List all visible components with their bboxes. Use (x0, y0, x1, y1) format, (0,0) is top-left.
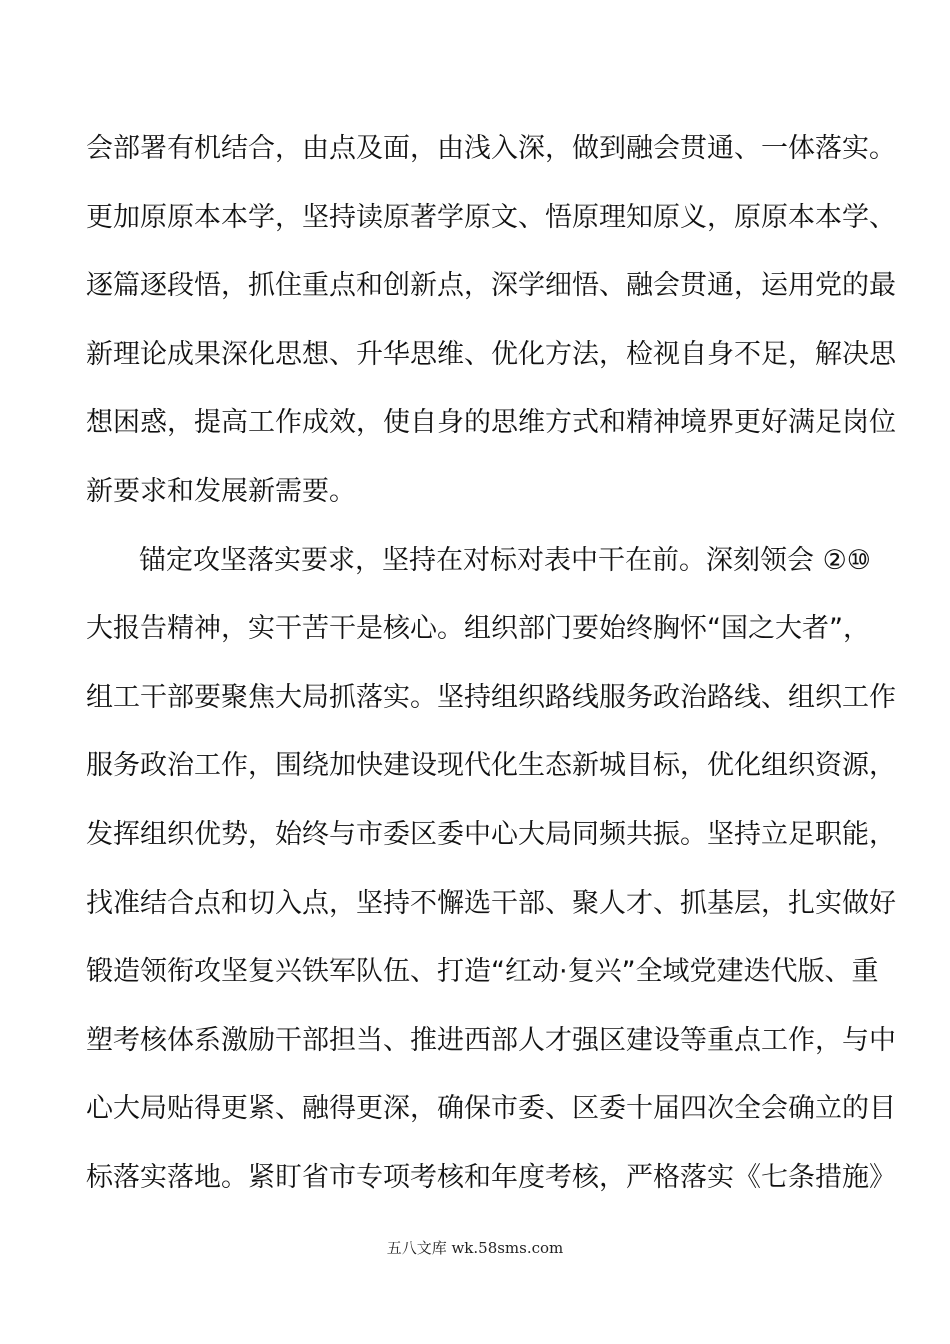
text-line: 心大局贴得更紧、融得更深，确保市委、区委十届四次全会确立的目 (86, 1093, 896, 1124)
text-line: 更加原原本本学，坚持读原著学原文、悟原理知原义，原原本本学、 (86, 202, 896, 233)
text-line: 新理论成果深化思想、升华思维、优化方法，检视自身不足，解决思 (86, 339, 896, 370)
text-line: 标落实落地。紧盯省市专项考核和年度考核，严格落实《七条措施》 (86, 1162, 896, 1193)
text-line: 新要求和发展新需要。 (86, 476, 356, 507)
text-line: 逐篇逐段悟，抓住重点和创新点，深学细悟、融会贯通，运用党的最 (86, 270, 896, 301)
text-line: 塑考核体系激励干部担当、推进西部人才强区建设等重点工作，与中 (86, 1025, 896, 1056)
text-line: 大报告精神，实干苦干是核心。组织部门要始终胸怀“国之大者”， (86, 613, 870, 644)
text-line: 服务政治工作，围绕加快建设现代化生态新城目标，优化组织资源， (86, 750, 896, 781)
text-line: 发挥组织优势，始终与市委区委中心大局同频共振。坚持立足职能， (86, 819, 896, 850)
text-line: 会部署有机结合，由点及面，由浅入深，做到融会贯通、一体落实。 (86, 133, 896, 164)
text-line: 想困惑，提高工作成效，使自身的思维方式和精神境界更好满足岗位 (86, 407, 896, 438)
text-line: 组工干部要聚焦大局抓落实。坚持组织路线服务政治路线、组织工作 (86, 682, 896, 713)
text-line: 找准结合点和切入点，坚持不懈选干部、聚人才、抓基层，扎实做好 (86, 888, 896, 919)
page-footer: 五八文库 wk.58sms.com (386, 1239, 564, 1257)
text-line: 锻造领衔攻坚复兴铁军队伍、打造“红动·复兴”全域党建迭代版、重 (86, 956, 879, 987)
paragraph-first-line: 锚定攻坚落实要求，坚持在对标对表中干在前。深刻领会 ②⑩ (139, 545, 871, 576)
